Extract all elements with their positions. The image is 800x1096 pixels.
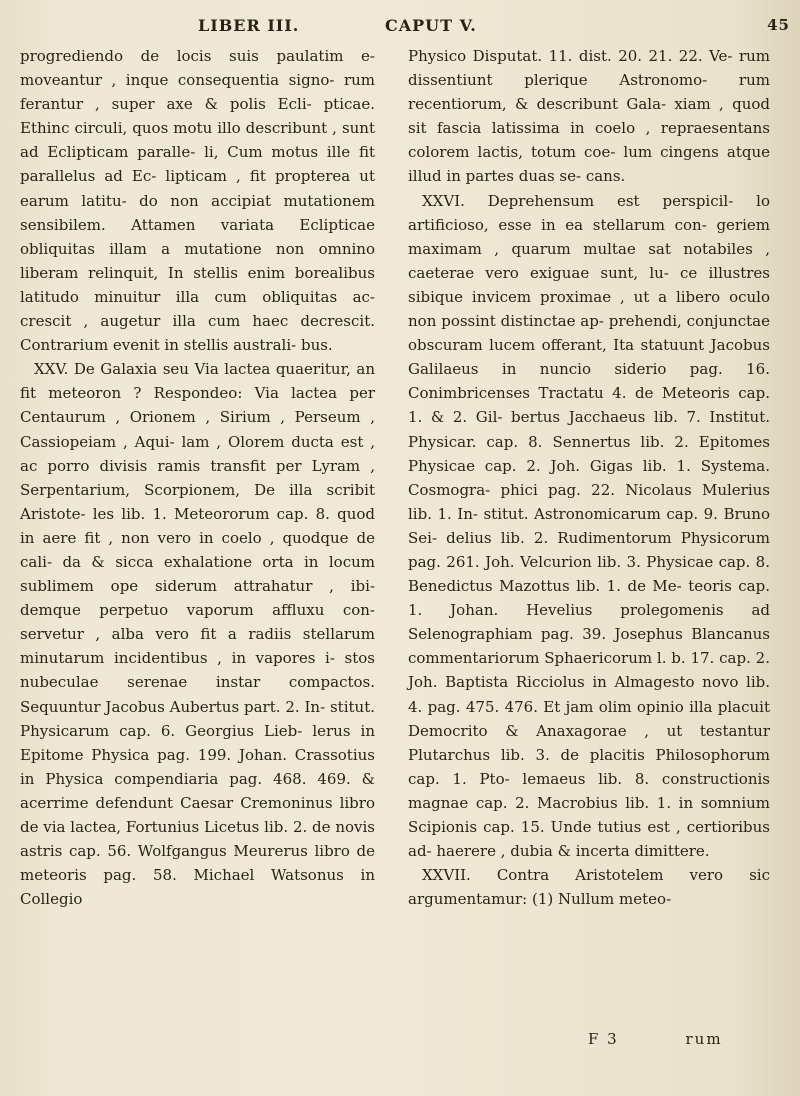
page-footer — [588, 1030, 783, 1048]
running-header — [30, 12, 790, 38]
left-paragraph-2: XXV. De Galaxia seu Via lactea quaeritur, an fit meteoron ? Respondeo: Via lactea per Centaurum , Orionem , Sirium , Perseum , Cassiopeiam , Aqui- lam , Olorem ducta est , ac porro divisis ramis transfit per Lyram , Serpentarium, Scorpionem, De illa scribit Aristote- les lib. 1. Meteororum cap. 8. quod in aere fit , non vero in coelo , quodque de cali- da & sicca exhalatione orta in locum sublimem ope siderum attrahatur , ibi- demque perpetuo vaporum affluxu con- servetur , alba vero fit a radiis stellarum minutarum incidentibus , in vapores i- stos nubeculae serenae instar compactos. Sequuntur Jacobus Aubertus part. 2. In- stitut. Physicarum cap. 6. Georgius Lieb- lerus in Epitome Physica pag. 199. Johan. Crassotius in Physica compendiaria pag. 468. 469. & acerrime defendunt Caesar Cremoninus libro de via lactea, Fortunius Licetus lib. 2. de novis astris cap. 56. Wolfgangus Meurerus libro de meteoris pag. 58. Michael Watsonus in Collegio — [20, 360, 375, 909]
catchword: rum — [685, 1030, 723, 1048]
running-title-right: CAPUT V. — [385, 16, 477, 35]
right-paragraph-1: Physico Disputat. 11. dist. 20. 21. 22. Ve- rum dissentiunt plerique Astronomo- rum recentiorum, & describunt Gala- xiam , quod sit fascia latissima in coelo , repraesentans colorem lactis, totum coe- lum cingens atque illud in partes duas se- cans. — [408, 47, 770, 186]
page-number: 45 — [767, 16, 790, 34]
left-paragraph-1: progrediendo de locis suis paulatim e- moveantur , inque consequentia signo- rum ferantur , super axe & polis Ecli- pticae. Ethinc circuli, quos motu illo describunt , sunt ad Eclipticam paralle- li, Cum motus ille fit parallelus ad Ec- lipticam , fit propterea ut earum latitu- do non accipiat mutationem sensibilem. Attamen variata Eclipticae obliquitas illam a mutatione non omnino liberam relinquit, In stellis enim borealibus latitudo minuitur illa cum obliquitas ac- crescit , augetur illa cum haec decrescit. Contrarium evenit in stellis australi- bus. — [20, 47, 375, 355]
right-paragraph-2: XXVI. Deprehensum est perspicil- lo artificioso, esse in ea stellarum con- geriem maximam , quarum multae sat notabiles , caeterae vero exiguae sunt, lu- ce illustres sibique invicem proximae , ut a libero oculo non possint distinctae ap- prehendi, conjunctae obscuram lucem offerant, Ita statuunt Jacobus Galilaeus in nuncio siderio pag. 16. Conimbricenses Tractatu 4. de Meteoris cap. 1. & 2. Gil- bertus Jacchaeus lib. 7. Institut. Physicar. cap. 8. Sennertus lib. 2. Epitomes Physicae cap. 2. Joh. Gigas lib. 1. Systema. Cosmogra- phici pag. 22. Nicolaus Mulerius lib. 1. In- stitut. Astronomicarum cap. 9. Bruno Sei- delius lib. 2. Rudimentorum Physicorum pag. 261. Joh. Velcurion lib. 3. Physicae cap. 8. Benedictus Mazottus lib. 1. de Me- teoris cap. 1. Johan. Hevelius prolegomenis ad Selenographiam pag. 39. Josephus Blancanus commentariorum Sphaericorum l. b. 17. cap. 2. Joh. Baptista Ricciolus in Almagesto novo lib. 4. pag. 475. 476. Et jam olim opinio illa placuit Democrito & Anaxagorae , ut testantur Plutarchus lib. 3. de placitis Philosophorum cap. 1. Pto- lemaeus lib. 8. constructionis magnae cap. 2. Macrobius lib. 1. in somnium Scipionis cap. 15. Unde tutius est , certioribus ad- haerere , dubia & incerta dimittere. — [408, 191, 770, 861]
right-paragraph-3: XXVII. Contra Aristotelem vero sic argumentamur: (1) Nullum meteo- — [408, 866, 770, 909]
right-column — [408, 44, 770, 911]
running-title-left: LIBER III. — [198, 16, 300, 35]
signature-mark: F 3 — [588, 1030, 619, 1048]
left-column — [20, 44, 375, 911]
